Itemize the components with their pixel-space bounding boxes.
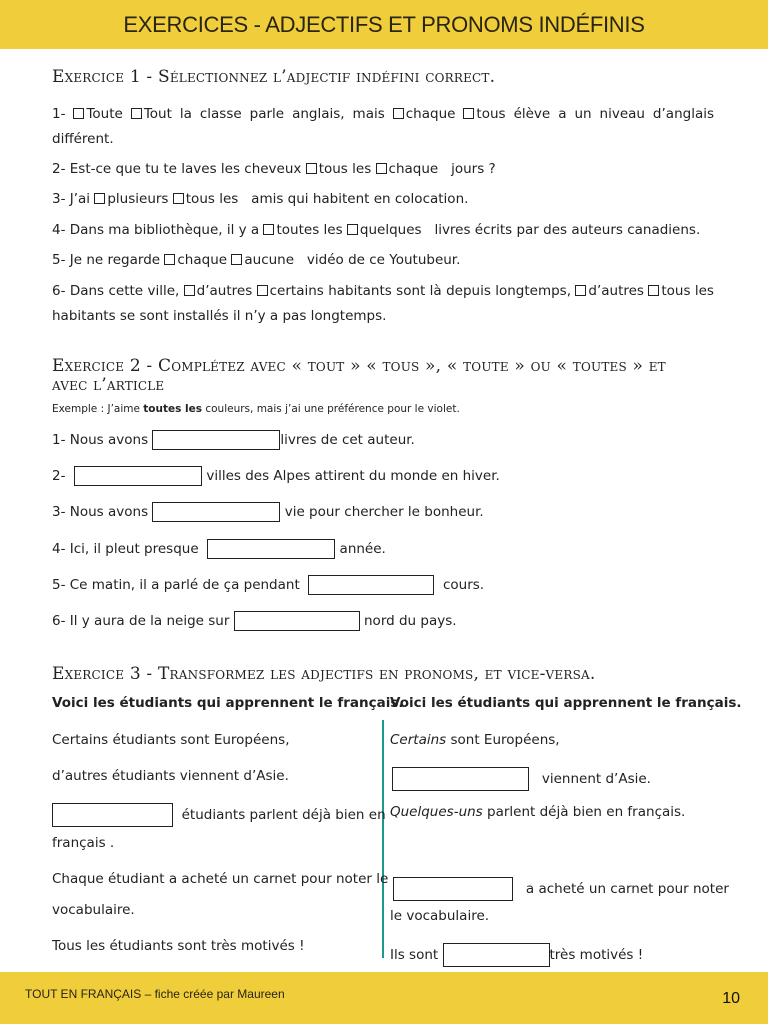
checkbox-d-autres-2[interactable]: [575, 285, 586, 296]
page-header: [0, 0, 768, 49]
answer-field-2[interactable]: [74, 466, 202, 486]
ex3-left-line-4: Chaque étudiant a acheté un carnet pour noter le: [52, 871, 389, 887]
ex3-left-line-5: Tous les étudiants sont très motivés !: [52, 938, 305, 954]
ex3-right-line-1: Certains sont Européens,: [390, 732, 560, 748]
ex3-left-line-3: étudiants parlent déjà bien en: [52, 803, 386, 827]
checkbox-tous-les[interactable]: [173, 193, 184, 204]
answer-field-3[interactable]: [152, 502, 280, 522]
answer-field-left-3[interactable]: [52, 803, 173, 827]
answer-field-1[interactable]: [152, 430, 280, 450]
checkbox-tous[interactable]: [463, 108, 474, 119]
ex3-left-line-3-cont: français .: [52, 835, 115, 851]
ex2-example: Exemple : J’aime toutes les couleurs, mais j’ai une préférence pour le violet.: [52, 403, 460, 415]
answer-field-right-2[interactable]: [392, 767, 529, 791]
page-number: 10: [722, 990, 740, 1007]
ex3-right-line-4-cont: le vocabulaire.: [390, 908, 490, 924]
checkbox-plusieurs[interactable]: [94, 193, 105, 204]
checkbox-toute[interactable]: [73, 108, 84, 119]
ex1-question-1-cont: différent.: [52, 131, 114, 147]
ex1-question-5: 5- Je ne regarde chaque aucune vidéo de ce Youtubeur.: [52, 252, 461, 268]
ex1-question-6-cont: habitants se sont installés il n’y a pas longtemps.: [52, 308, 387, 324]
checkbox-tous[interactable]: [648, 285, 659, 296]
checkbox-quelques[interactable]: [347, 224, 358, 235]
checkbox-toutes-les[interactable]: [263, 224, 274, 235]
checkbox-chaque[interactable]: [376, 163, 387, 174]
ex3-left-line-2: d’autres étudiants viennent d’Asie.: [52, 768, 289, 784]
ex3-right-line-4: a acheté un carnet pour noter: [393, 877, 729, 901]
exercise-2-title-cont: avec l’article: [52, 375, 165, 395]
checkbox-aucune[interactable]: [231, 254, 242, 265]
page-footer: [0, 972, 768, 1024]
checkbox-chaque[interactable]: [393, 108, 404, 119]
checkbox-d-autres[interactable]: [184, 285, 195, 296]
ex2-question-6: 6- Il y aura de la neige sur nord du pays.: [52, 613, 457, 629]
ex1-question-3: 3- J’ai plusieurs tous les amis qui habitent en colocation.: [52, 191, 469, 207]
ex3-left-heading: Voici les étudiants qui apprennent le français.: [52, 695, 404, 711]
ex3-left-line-4-cont: vocabulaire.: [52, 902, 135, 918]
answer-field-right-4[interactable]: [393, 877, 513, 901]
checkbox-certains[interactable]: [257, 285, 268, 296]
footer-credit: TOUT EN FRANÇAIS – fiche créée par Maureen: [25, 987, 285, 1001]
ex2-question-5: 5- Ce matin, il a parlé de ça pendant cours.: [52, 577, 485, 593]
ex3-left-line-1: Certains étudiants sont Européens,: [52, 732, 290, 748]
exercise-3-title: Exercice 3 - Transformez les adjectifs en pronoms, et vice-versa.: [52, 664, 596, 684]
answer-field-4[interactable]: [207, 539, 335, 559]
answer-field-5[interactable]: [308, 575, 434, 595]
ex1-question-2: 2- Est-ce que tu te laves les cheveux tous les chaque jours ?: [52, 161, 496, 177]
ex2-question-3: 3- Nous avons vie pour chercher le bonheur.: [52, 504, 484, 520]
page-title: EXERCICES - ADJECTIFS ET PRONOMS INDÉFINIS: [123, 11, 645, 37]
ex2-question-1: 1- Nous avons livres de cet auteur.: [52, 432, 415, 448]
exercise-2-title: Exercice 2 - Complétez avec « tout » « tous », « toute » ou « toutes » et: [52, 356, 666, 376]
ex3-right-heading: Voici les étudiants qui apprennent le français.: [390, 695, 742, 711]
ex1-question-4: 4- Dans ma bibliothèque, il y a toutes les quelques livres écrits par des auteurs canadiens.: [52, 222, 701, 238]
answer-field-right-5[interactable]: [443, 943, 550, 967]
checkbox-chaque[interactable]: [164, 254, 175, 265]
ex2-question-4: 4- Ici, il pleut presque année.: [52, 541, 386, 557]
checkbox-tout[interactable]: [131, 108, 142, 119]
ex1-question-1: 1- Toute Tout la classe parle anglais, mais chaque tous élève a un niveau d’anglais: [52, 106, 715, 122]
ex3-right-line-2: viennent d’Asie.: [392, 767, 651, 791]
checkbox-tous-les[interactable]: [306, 163, 317, 174]
ex1-question-6: 6- Dans cette ville, d’autres certains habitants sont là depuis longtemps, d’autres tous les: [52, 283, 714, 299]
answer-field-6[interactable]: [234, 611, 360, 631]
column-divider: [382, 720, 384, 958]
ex3-right-line-3: Quelques-uns parlent déjà bien en français.: [390, 804, 686, 820]
ex2-question-2: 2- villes des Alpes attirent du monde en hiver.: [52, 468, 500, 484]
exercise-1-title: Exercice 1 - Sélectionnez l’adjectif indéfini correct.: [52, 67, 496, 87]
ex3-right-line-5: Ils sont très motivés !: [390, 943, 643, 967]
